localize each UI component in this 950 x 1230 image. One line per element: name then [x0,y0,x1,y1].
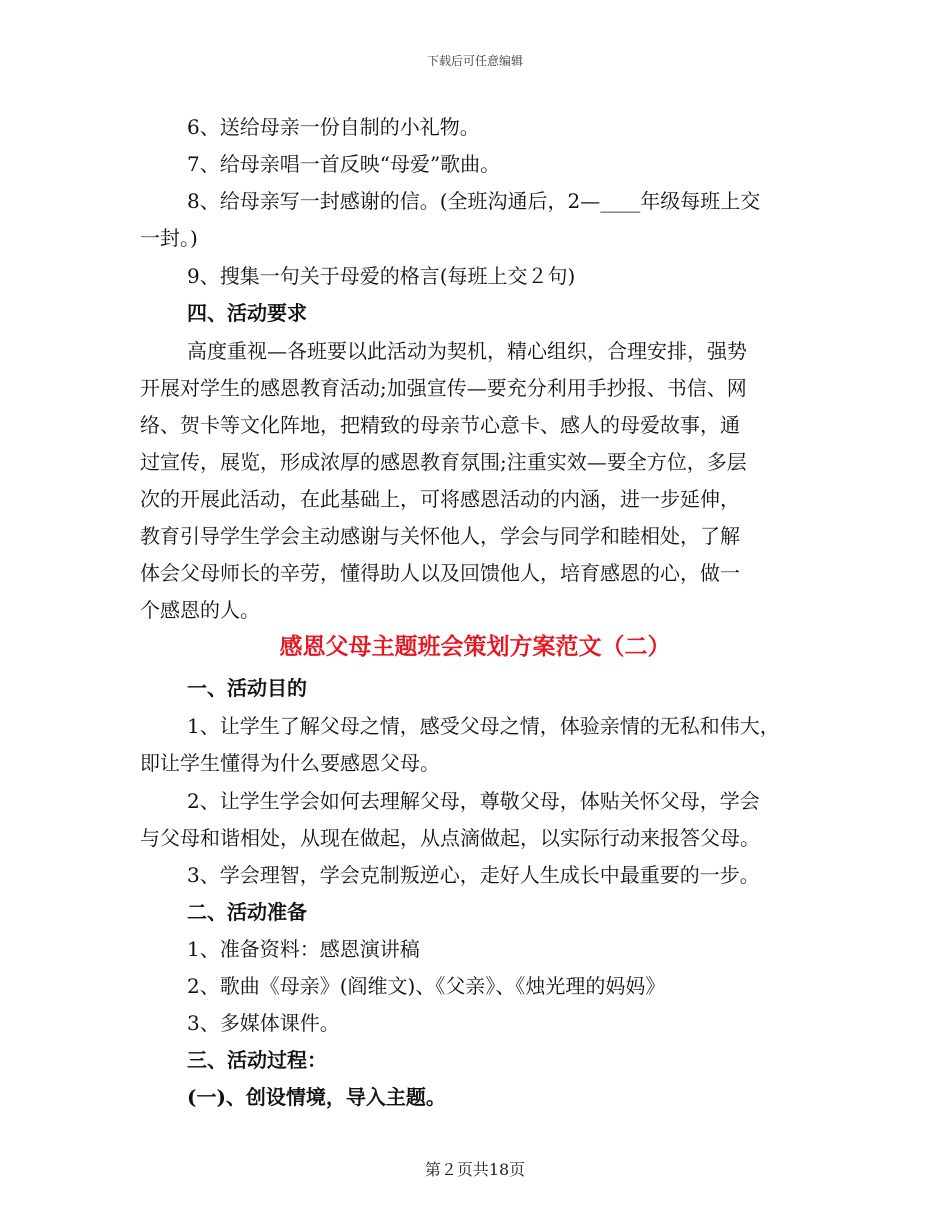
list-item: 1、让学生了解父母之情，感受父母之情，体验亲情的无私和伟大， [187,714,780,738]
subsection-heading: (一)、创设情境，导入主题。 [187,1085,446,1109]
list-item: 2、让学生学会如何去理解父母，尊敬父母，体贴关怀父母，学会 [187,789,760,813]
list-item: 1、准备资料：感恩演讲稿 [187,937,420,961]
paragraph-line: 教育引导学生学会主动感谢与关怀他人，学会与同学和睦相处，了解 [140,524,740,548]
paragraph-line: 过宣传，展览，形成浓厚的感恩教育氛围;注重实效—要全方位，多层 [140,450,747,474]
paragraph-line: 高度重视—各班要以此活动为契机，精心组织，合理安排，强势 [187,339,747,363]
list-item: 7、给母亲唱一首反映“母爱”歌曲。 [187,152,501,176]
section-heading: 一、活动目的 [187,676,307,700]
list-item: 3、多媒体课件。 [187,1011,340,1035]
section-heading: 四、活动要求 [187,301,307,325]
list-item-continuation: 与父母和谐相处，从现在做起，从点滴做起，以实际行动来报答父母。 [140,826,760,850]
document-title: 感恩父母主题班会策划方案范文（二） [279,633,671,660]
list-item-continuation: 即让学生懂得为什么要感恩父母。 [140,751,440,775]
page-header: 下载后可任意编辑 [426,54,523,68]
list-item: 8、给母亲写一封感谢的信。(全班沟通后，2—____年级每班上交 [187,189,761,213]
list-item: 3、学会理智，学会克制叛逆心，走好人生成长中最重要的一步。 [187,863,760,887]
section-heading: 二、活动准备 [187,900,307,924]
paragraph-line: 开展对学生的感恩教育活动;加强宣传—要充分利用手抄报、书信、网 [140,376,747,400]
paragraph-line: 络、贺卡等文化阵地，把精致的母亲节心意卡、感人的母爱故事，通 [140,413,740,437]
paragraph-line: 体会父母师长的辛劳，懂得助人以及回馈他人，培育感恩的心，做一 [140,561,740,585]
list-item: 6、送给母亲一份自制的小礼物。 [187,115,480,139]
paragraph-line: 个感恩的人。 [140,598,260,622]
paragraph-line: 次的开展此活动，在此基础上，可将感恩活动的内涵，进一步延伸， [140,487,740,511]
list-item: 2、歌曲《母亲》(阎维文)、《父亲》、《烛光理的妈妈》 [187,974,666,998]
list-item-continuation: 一封。) [140,226,198,250]
list-item: 9、搜集一句关于母爱的格言(每班上交２句) [187,264,576,288]
section-heading: 三、活动过程： [187,1048,327,1072]
page-footer: 第２页共18页 [424,1160,526,1179]
